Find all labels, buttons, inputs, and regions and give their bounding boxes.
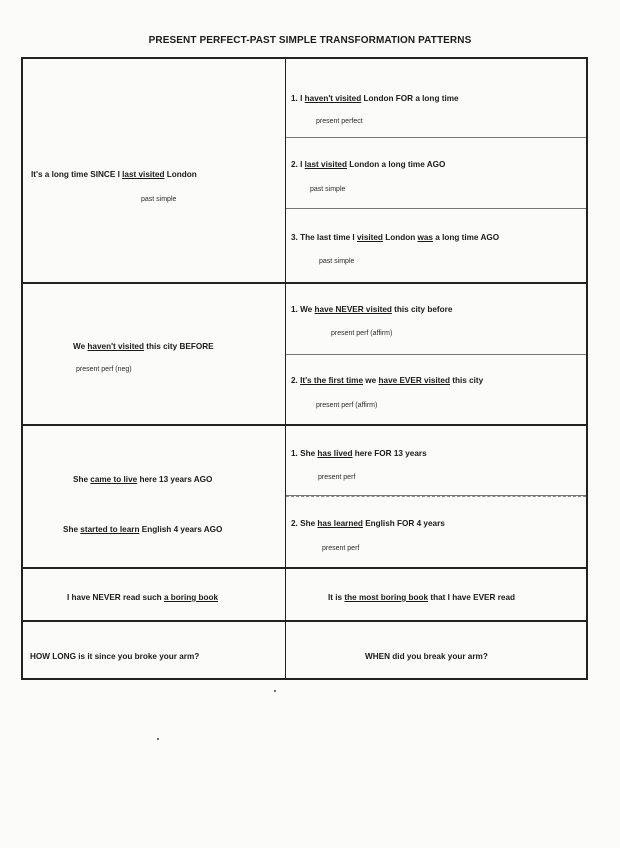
- row1-r2-note: past simple: [310, 186, 346, 193]
- table-row: [23, 426, 586, 569]
- scan-speck: [157, 738, 159, 740]
- row2-sub1: [286, 284, 586, 355]
- row1-left-cell: [23, 59, 286, 282]
- table-row: [23, 59, 586, 284]
- row3-sub2: [286, 496, 586, 569]
- row3-left2-sentence: She started to learn English 4 years AGO: [63, 525, 223, 534]
- row5-left-cell: [23, 622, 286, 678]
- table-row: [23, 284, 586, 426]
- row3-right-cell: [286, 426, 586, 567]
- row1-sub1: [286, 59, 586, 138]
- row2-r2-sentence: 2. It's the first time we have EVER visited this city: [291, 376, 484, 385]
- row3-r2-note: present perf: [322, 545, 360, 552]
- row2-left-sentence: We haven't visited this city BEFORE: [73, 342, 214, 351]
- row1-r1-note: present perfect: [316, 118, 363, 125]
- page-title: PRESENT PERFECT-PAST SIMPLE TRANSFORMATION PATTERNS: [148, 35, 472, 46]
- row2-right-cell: [286, 284, 586, 424]
- row3-sub1: [286, 426, 586, 496]
- row3-r1-sentence: 1. She has lived here FOR 13 years: [291, 449, 427, 458]
- row3-r1-note: present perf: [318, 474, 356, 481]
- row4-right-cell: [286, 569, 586, 620]
- transformation-table: [21, 57, 588, 680]
- row1-sub3: [286, 209, 586, 284]
- row1-left-sentence: It's a long time SINCE I last visited London: [31, 170, 197, 179]
- row1-r2-sentence: 2. I last visited London a long time AGO: [291, 160, 446, 169]
- row1-left-note: past simple: [141, 196, 177, 203]
- row2-sub2: [286, 355, 586, 426]
- row5-left-question: HOW LONG is it since you broke your arm?: [30, 652, 200, 661]
- table-row: [23, 622, 586, 678]
- row2-r1-note: present perf (affirm): [331, 330, 393, 337]
- row1-r3-note: past simple: [319, 258, 355, 265]
- row3-r2-sentence: 2. She has learned English FOR 4 years: [291, 519, 445, 528]
- scan-speck: [274, 690, 276, 692]
- row4-left-cell: [23, 569, 286, 620]
- row2-left-cell: [23, 284, 286, 424]
- row4-right-sentence: It is the most boring book that I have EVER read: [328, 593, 516, 602]
- row1-r3-sentence: 3. The last time I visited London was a long time AGO: [291, 233, 500, 242]
- row1-right-cell: [286, 59, 586, 282]
- row2-r1-sentence: 1. We have NEVER visited this city before: [291, 305, 453, 314]
- table-row: [23, 569, 586, 622]
- row4-left-sentence: I have NEVER read such a boring book: [67, 593, 219, 602]
- row2-r2-note: present perf (affirm): [316, 402, 378, 409]
- row1-r1-sentence: 1. I haven't visited London FOR a long time: [291, 94, 459, 103]
- row1-sub2: [286, 138, 586, 209]
- row2-left-note: present perf (neg): [76, 366, 132, 373]
- row5-right-question: WHEN did you break your arm?: [365, 652, 488, 661]
- row3-left1-sentence: She came to live here 13 years AGO: [73, 475, 213, 484]
- row5-right-cell: [286, 622, 586, 678]
- row3-left-cell: [23, 426, 286, 567]
